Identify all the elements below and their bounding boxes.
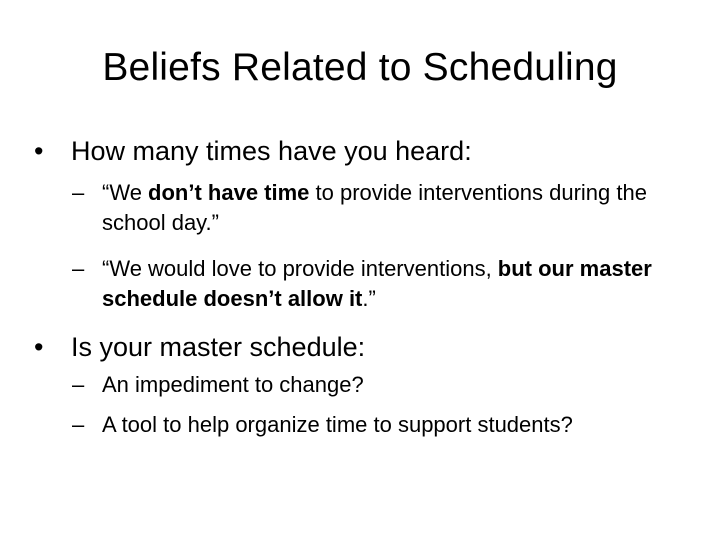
sub-bullet-1-2-part-3: .” — [362, 286, 376, 311]
sub-bullet-2-1-text: An impediment to change? — [102, 372, 364, 397]
slide-title: Beliefs Related to Scheduling — [102, 46, 618, 89]
sub-bullet-1-2-part-1: “We would love to provide interventions, — [102, 256, 498, 281]
sub-bullet-2-2-text: A tool to help organize time to support students? — [102, 412, 573, 437]
sub-bullet-2-1-marker: – — [72, 372, 85, 397]
bullet-2-text: Is your master schedule: — [71, 332, 366, 362]
sub-bullet-1-1-marker: – — [72, 180, 85, 205]
sub-bullet-1-2-marker: – — [72, 256, 85, 281]
sub-bullet-1-2-text — [72, 254, 692, 314]
sub-bullet-1-1-part-3: to provide interventions during the school day.” — [102, 180, 647, 235]
sub-bullet-1-1-part-1: “We — [102, 180, 149, 205]
sub-bullet-2-2 — [72, 410, 692, 440]
bullet-1-text: How many times have you heard: — [71, 136, 472, 166]
sub-bullet-2-2-marker: – — [72, 412, 85, 437]
bullet-1-marker: • — [34, 136, 44, 166]
sub-bullet-2-1 — [72, 370, 692, 400]
sub-bullet-1-1-part-2: don’t have time — [148, 180, 310, 205]
sub-bullet-1-1 — [72, 178, 692, 238]
sub-bullet-1-2-part-2: but our master schedule doesn’t allow it — [102, 256, 652, 311]
sub-bullet-1-2 — [72, 254, 692, 314]
bullet-2-marker: • — [34, 332, 44, 362]
sub-bullet-1-1-text — [72, 178, 692, 238]
